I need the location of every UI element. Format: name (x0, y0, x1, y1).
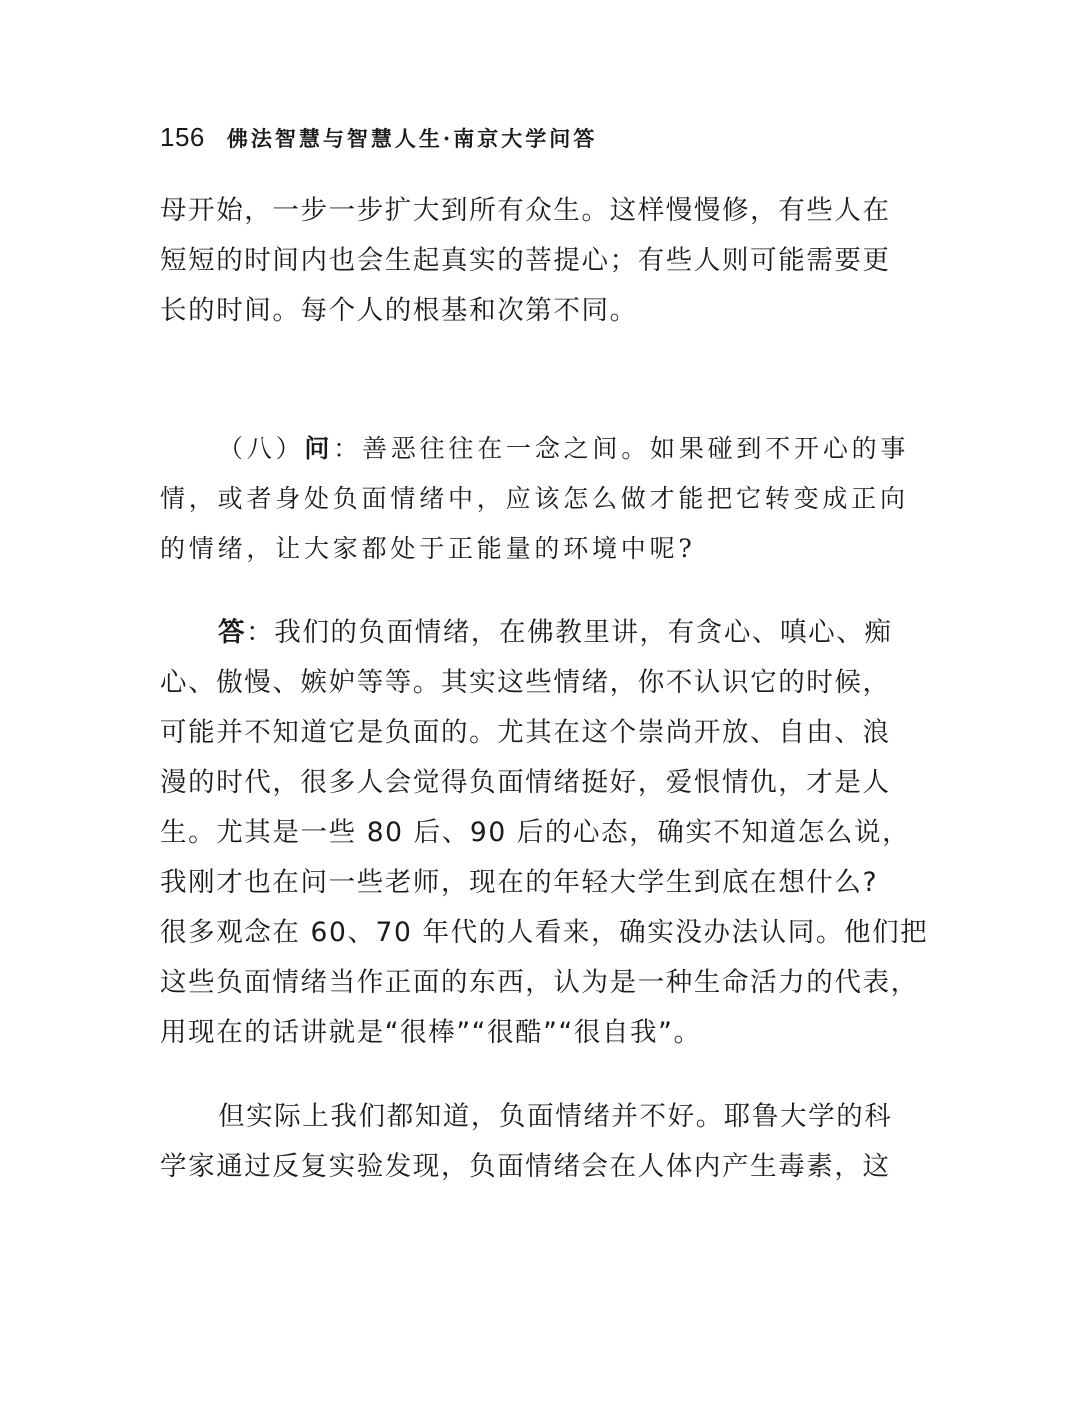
paragraph-continued (160, 1092, 892, 1192)
question-marker: 问 (304, 434, 334, 463)
text-line: 漫的时代，很多人会觉得负面情绪挺好，爱恨情仇，才是人 (160, 767, 891, 798)
text-line: 学家通过反复实验发现，负面情绪会在人体内产生毒素，这 (160, 1151, 891, 1182)
question-colon: ： (333, 434, 363, 463)
answer-text: 我们的负面情绪，在佛教里讲，有贪心、嗔心、痴 (274, 617, 893, 648)
text-line: 心、傲慢、嫉妒等等。其实这些情绪，你不认识它的时候， (160, 667, 891, 698)
text-line: 母开始，一步一步扩大到所有众生。这样慢慢修，有些人在 (160, 195, 891, 226)
text-line: 很多观念在 60、70 年代的人看来，确实没办法认同。他们把 (160, 917, 929, 948)
text-line: 短短的时间内也会生起真实的菩提心；有些人则可能需要更 (160, 245, 891, 276)
book-title: 佛法智慧与智慧人生·南京大学问答 (226, 126, 598, 151)
text-line: 这些负面情绪当作正面的东西，认为是一种生命活力的代表， (160, 967, 919, 998)
question-paragraph (160, 424, 909, 574)
text-line: 用现在的话讲就是“很棒”“很酷”“很自我”。 (160, 1017, 702, 1048)
question-first-line (160, 424, 909, 474)
answer-colon: ： (246, 617, 275, 648)
text-line: 生。尤其是一些 80 后、90 后的心态，确实不知道怎么说， (160, 817, 911, 848)
text-line: 的情绪，让大家都处于正能量的环境中呢? (160, 534, 696, 563)
text-line: 长的时间。每个人的根基和次第不同。 (160, 295, 638, 326)
answer-paragraph (160, 608, 928, 1058)
text-line: 可能并不知道它是负面的。尤其在这个崇尚开放、自由、浪 (160, 717, 891, 748)
paragraph-continuation (160, 186, 891, 336)
running-head (160, 122, 597, 153)
answer-first-line (160, 608, 928, 658)
text-line: 情，或者身处负面情绪中，应该怎么做才能把它转变成正向 (160, 484, 909, 513)
text-line: 我刚才也在问一些老师，现在的年轻大学生到底在想什么? (160, 867, 879, 898)
question-number: （八） (218, 434, 305, 463)
answer-marker: 答 (218, 617, 247, 648)
question-text: 善恶往往在一念之间。如果碰到不开心的事 (362, 434, 910, 463)
text-line: 但实际上我们都知道，负面情绪并不好。耶鲁大学的科 (218, 1101, 893, 1132)
page-number: 156 (160, 122, 205, 152)
